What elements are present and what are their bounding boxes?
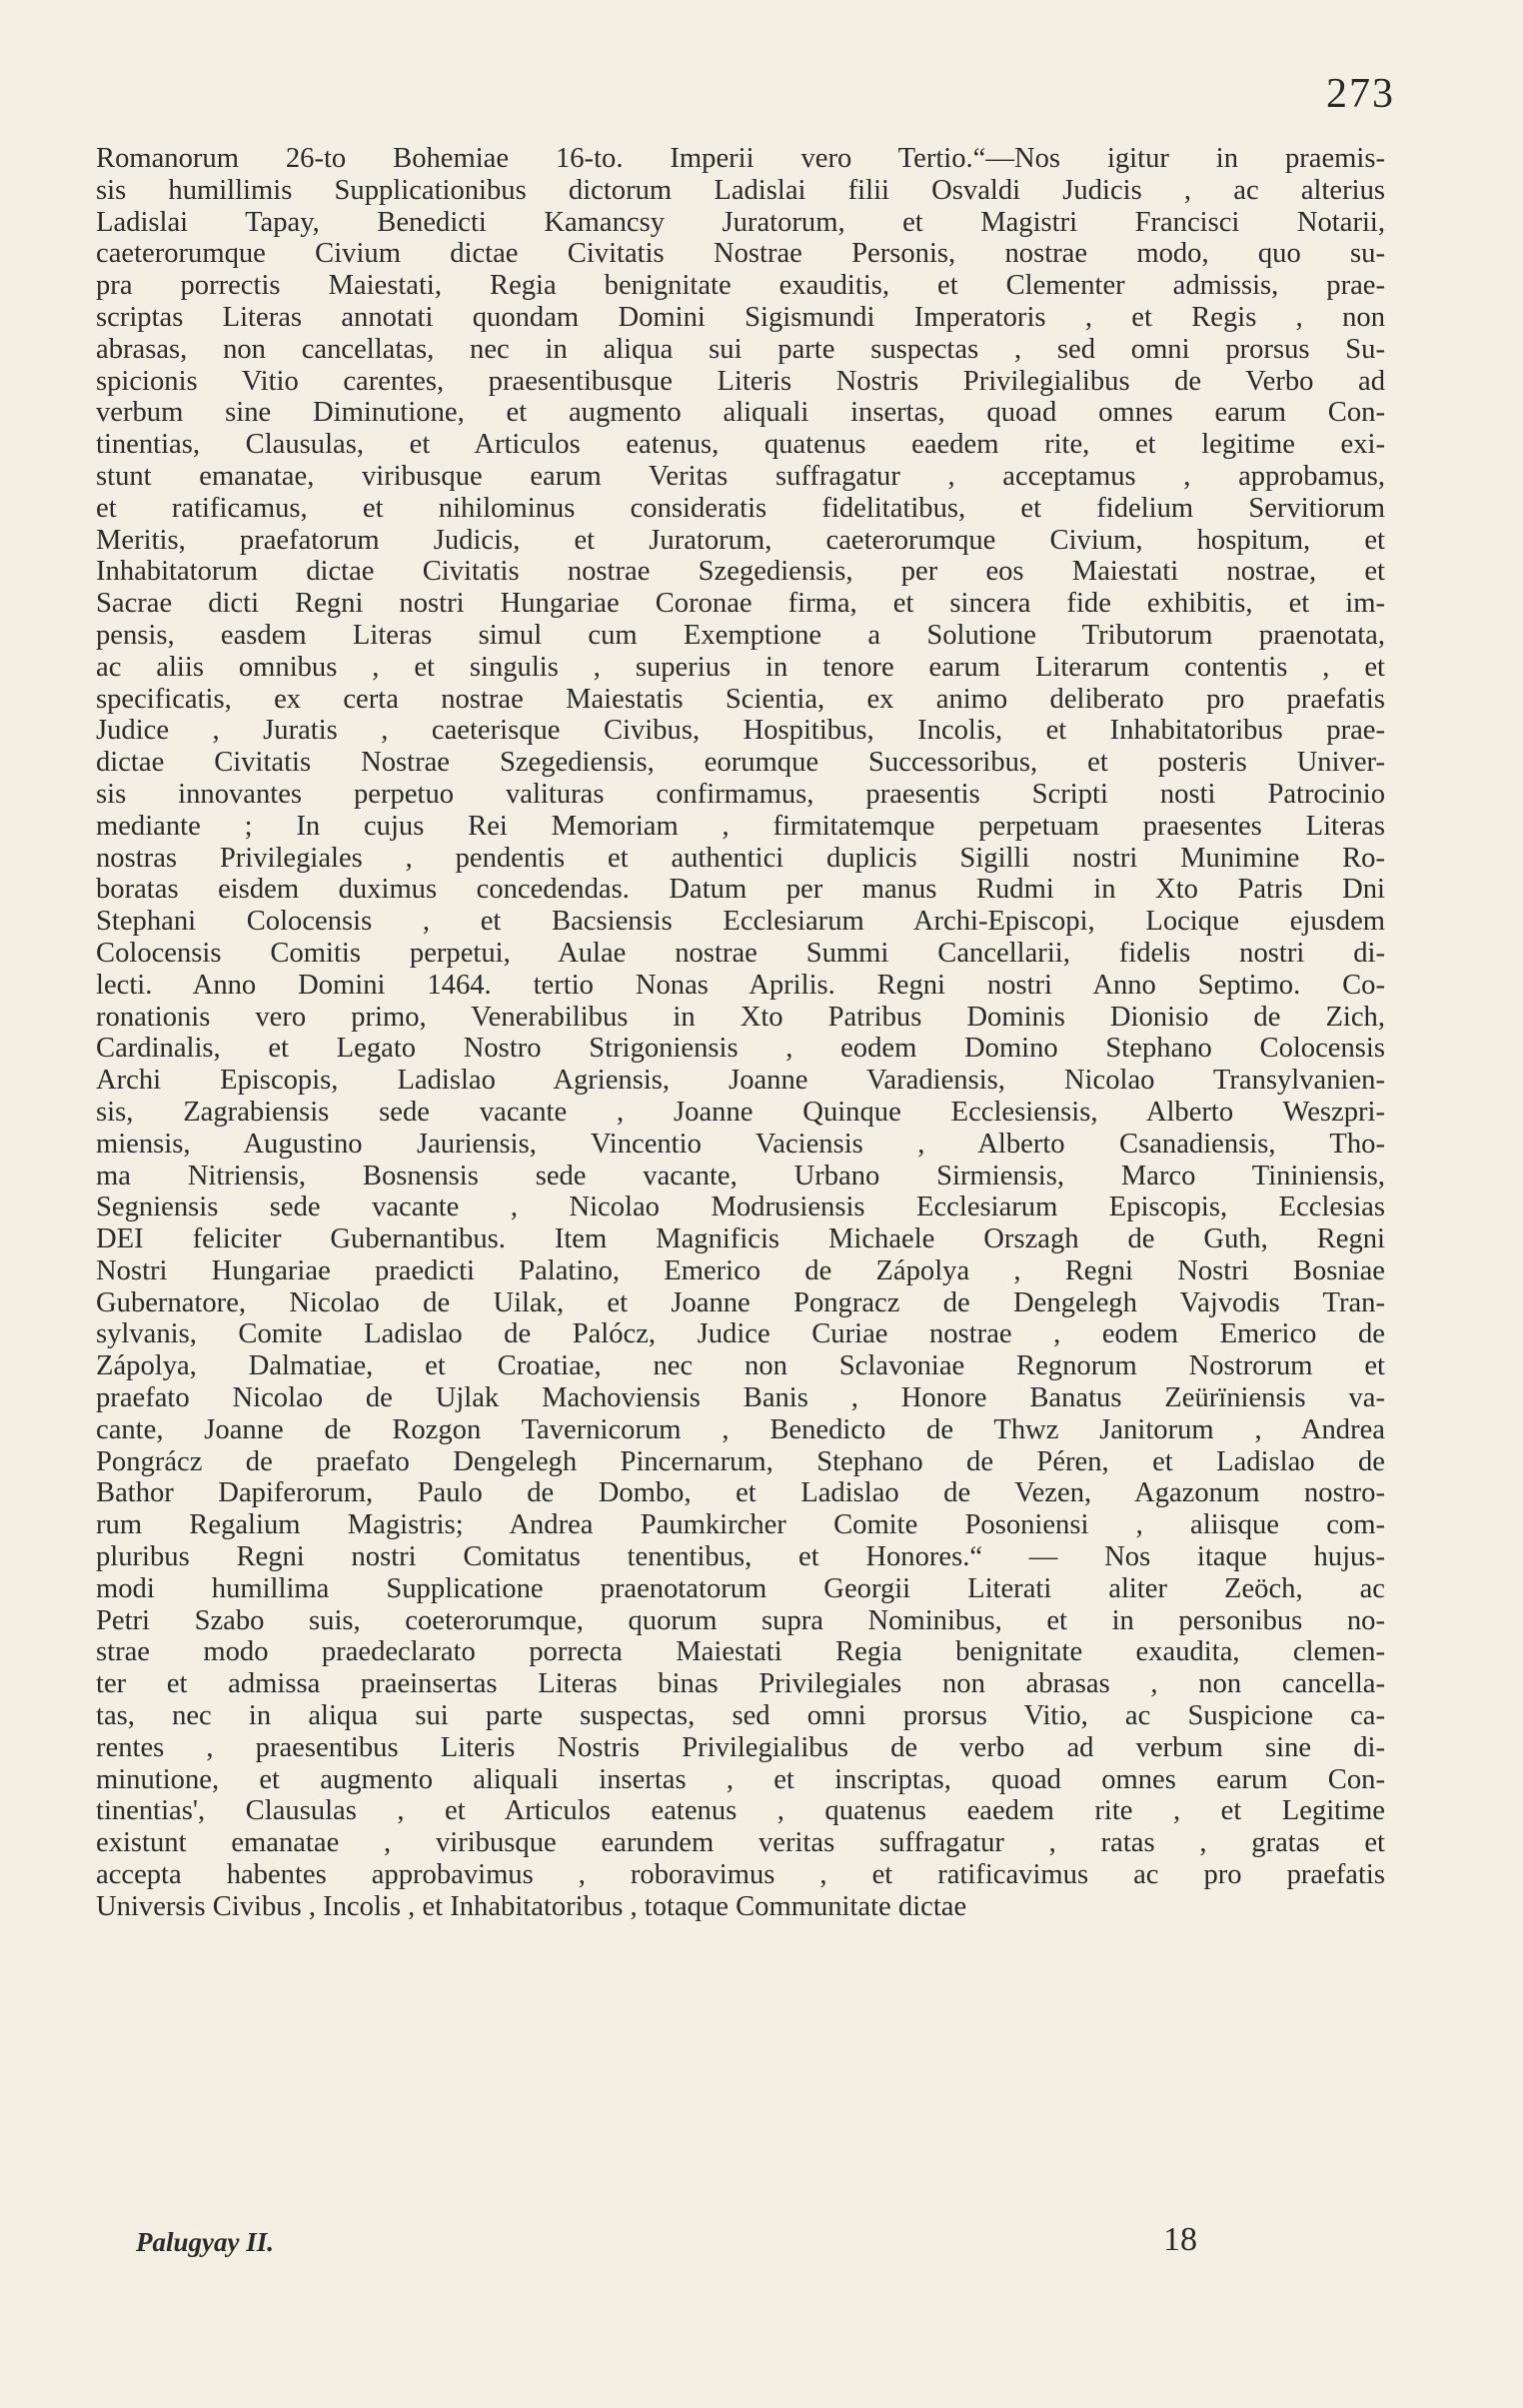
text-line: stunt emanatae, viribusque earum Veritas suffragatur , acceptamus , approbamus,: [96, 460, 1385, 492]
text-line: ronationis vero primo, Venerabilibus in Xto Patribus Dominis Dionisio de Zich,: [96, 1001, 1385, 1033]
text-line: Stephani Colocensis , et Bacsiensis Ecclesiarum Archi-Episcopi, Locique ejusdem: [96, 906, 1385, 938]
text-line: sis, Zagrabiensis sede vacante , Joanne Quinque Ecclesiensis, Alberto Weszpri-: [96, 1096, 1385, 1128]
text-line: praefato Nicolao de Ujlak Machoviensis Banis , Honore Banatus Zeürïniensis va-: [96, 1382, 1385, 1414]
text-line: sis humillimis Supplicationibus dictorum Ladislai filii Osvaldi Judicis , ac alterius: [96, 174, 1385, 206]
text-line: pensis, easdem Literas simul cum Exemptione a Solutione Tributorum praenotata,: [96, 619, 1385, 651]
text-line: et ratificamus, et nihilominus consideratis fidelitatibus, et fidelium Servitiorum: [96, 492, 1385, 524]
text-line: minutione, et augmento aliquali insertas , et inscriptas, quoad omnes earum Con-: [96, 1763, 1385, 1795]
text-line: rentes , praesentibus Literis Nostris Privilegialibus de verbo ad verbum sine di-: [96, 1731, 1385, 1763]
text-line: specificatis, ex certa nostrae Maiestatis Scientia, ex animo deliberato pro praefatis: [96, 683, 1385, 715]
text-line: pluribus Regni nostri Comitatus tenentibus, et Honores.“ — Nos itaque hujus-: [96, 1541, 1385, 1573]
text-line: nostras Privilegiales , pendentis et authentici duplicis Sigilli nostri Munimine Ro-: [96, 842, 1385, 874]
text-line: verbum sine Diminutione, et augmento aliquali insertas, quoad omnes earum Con-: [96, 397, 1385, 429]
text-line: Nostri Hungariae praedicti Palatino, Emerico de Zápolya , Regni Nostri Bosniae: [96, 1254, 1385, 1286]
text-line: ter et admissa praeinsertas Literas binas Privilegiales non abrasas , non cancella-: [96, 1668, 1385, 1700]
sheet-number: 18: [1163, 2221, 1197, 2258]
text-line: cante, Joanne de Rozgon Tavernicorum , Benedicto de Thwz Janitorum , Andrea: [96, 1413, 1385, 1445]
text-line: miensis, Augustino Jauriensis, Vincentio Vaciensis , Alberto Csanadiensis, Tho-: [96, 1128, 1385, 1160]
text-line: dictae Civitatis Nostrae Szegediensis, eorumque Successoribus, et posteris Univer-: [96, 747, 1385, 779]
text-line: accepta habentes approbavimus , roboravimus , et ratificavimus ac pro praefatis: [96, 1859, 1385, 1891]
text-line: ac aliis omnibus , et singulis , superius in tenore earum Literarum contentis , et: [96, 651, 1385, 683]
page-number: 273: [1326, 71, 1395, 117]
text-line: abrasas, non cancellatas, nec in aliqua sui parte suspectas , sed omni prorsus Su-: [96, 333, 1385, 365]
text-line: Petri Szabo suis, coeterorumque, quorum supra Nominibus, et in personibus no-: [96, 1604, 1385, 1636]
text-line: ma Nitriensis, Bosnensis sede vacante, Urbano Sirmiensis, Marco Tininiensis,: [96, 1160, 1385, 1192]
text-line: Meritis, praefatorum Judicis, et Juratorum, caeterorumque Civium, hospitum, et: [96, 524, 1385, 556]
text-line: Cardinalis, et Legato Nostro Strigoniensis , eodem Domino Stephano Colocensis: [96, 1033, 1385, 1065]
text-line: strae modo praedeclarato porrecta Maiestati Regia benignitate exaudita, clemen-: [96, 1636, 1385, 1668]
text-line: DEI feliciter Gubernantibus. Item Magnificis Michaele Orszagh de Guth, Regni: [96, 1223, 1385, 1255]
text-line: boratas eisdem duximus concedendas. Datum per manus Rudmi in Xto Patris Dni: [96, 874, 1385, 906]
text-line: caeterorumque Civium dictae Civitatis Nostrae Personis, nostrae modo, quo su-: [96, 238, 1385, 270]
text-line: Sacrae dicti Regni nostri Hungariae Coronae firma, et sincera fide exhibitis, et im-: [96, 588, 1385, 620]
text-line: Gubernatore, Nicolao de Uilak, et Joanne Pongracz de Dengelegh Vajvodis Tran-: [96, 1286, 1385, 1318]
text-line: pra porrectis Maiestati, Regia benignitate exauditis, et Clementer admissis, prae-: [96, 270, 1385, 302]
printer-signature: Palugyay II.: [136, 2227, 274, 2257]
text-line: Universis Civibus , Incolis , et Inhabitatoribus , totaque Communitate dictae: [96, 1890, 967, 1922]
text-line: Pongrácz de praefato Dengelegh Pincernarum, Stephano de Péren, et Ladislao de: [96, 1445, 1385, 1477]
text-line: Segniensis sede vacante , Nicolao Modrusiensis Ecclesiarum Episcopis, Ecclesias: [96, 1192, 1385, 1223]
text-line: Archi Episcopis, Ladislao Agriensis, Joanne Varadiensis, Nicolao Transylvanien-: [96, 1065, 1385, 1097]
text-line: lecti. Anno Domini 1464. tertio Nonas Aprilis. Regni nostri Anno Septimo. Co-: [96, 969, 1385, 1001]
text-line: Bathor Dapiferorum, Paulo de Dombo, et Ladislao de Vezen, Agazonum nostro-: [96, 1477, 1385, 1509]
text-line: tinentias', Clausulas , et Articulos eatenus , quatenus eaedem rite , et Legitime: [96, 1795, 1385, 1827]
text-line: rum Regalium Magistris; Andrea Paumkircher Comite Posoniensi , aliisque com-: [96, 1509, 1385, 1541]
text-line: Colocensis Comitis perpetui, Aulae nostrae Summi Cancellarii, fidelis nostri di-: [96, 937, 1385, 969]
text-line: scriptas Literas annotati quondam Domini Sigismundi Imperatoris , et Regis , non: [96, 301, 1385, 333]
text-line: Judice , Juratis , caeterisque Civibus, Hospitibus, Incolis, et Inhabitatoribus prae-: [96, 715, 1385, 747]
text-line: spicionis Vitio carentes, praesentibusque Literis Nostris Privilegialibus de Verbo ad: [96, 365, 1385, 397]
text-line: sis innovantes perpetuo valituras confirmamus, praesentis Scripti nosti Patrocinio: [96, 778, 1385, 810]
text-line: existunt emanatae , viribusque earundem veritas suffragatur , ratas , gratas et: [96, 1827, 1385, 1859]
text-line: Ladislai Tapay, Benedicti Kamancsy Juratorum, et Magistri Francisci Notarii,: [96, 206, 1385, 238]
text-line: modi humillima Supplicatione praenotatorum Georgii Literati aliter Zeöch, ac: [96, 1572, 1385, 1604]
text-line: mediante ; In cujus Rei Memoriam , firmitatemque perpetuam praesentes Literas: [96, 810, 1385, 842]
body-text: [96, 143, 1385, 1923]
text-line: Romanorum 26-to Bohemiae 16-to. Imperii vero Tertio.“—Nos igitur in praemis-: [96, 143, 1385, 174]
page-footer: [96, 2221, 1385, 2261]
text-line: tinentias, Clausulas, et Articulos eatenus, quatenus eaedem rite, et legitime exi-: [96, 429, 1385, 461]
text-line: Inhabitatorum dictae Civitatis nostrae Szegediensis, per eos Maiestati nostrae, et: [96, 556, 1385, 588]
text-line: Zápolya, Dalmatiae, et Croatiae, nec non Sclavoniae Regnorum Nostrorum et: [96, 1350, 1385, 1382]
text-line: sylvanis, Comite Ladislao de Palócz, Judice Curiae nostrae , eodem Emerico de: [96, 1318, 1385, 1350]
text-line: tas, nec in aliqua sui parte suspectas, sed omni prorsus Vitio, ac Suspicione ca-: [96, 1700, 1385, 1732]
